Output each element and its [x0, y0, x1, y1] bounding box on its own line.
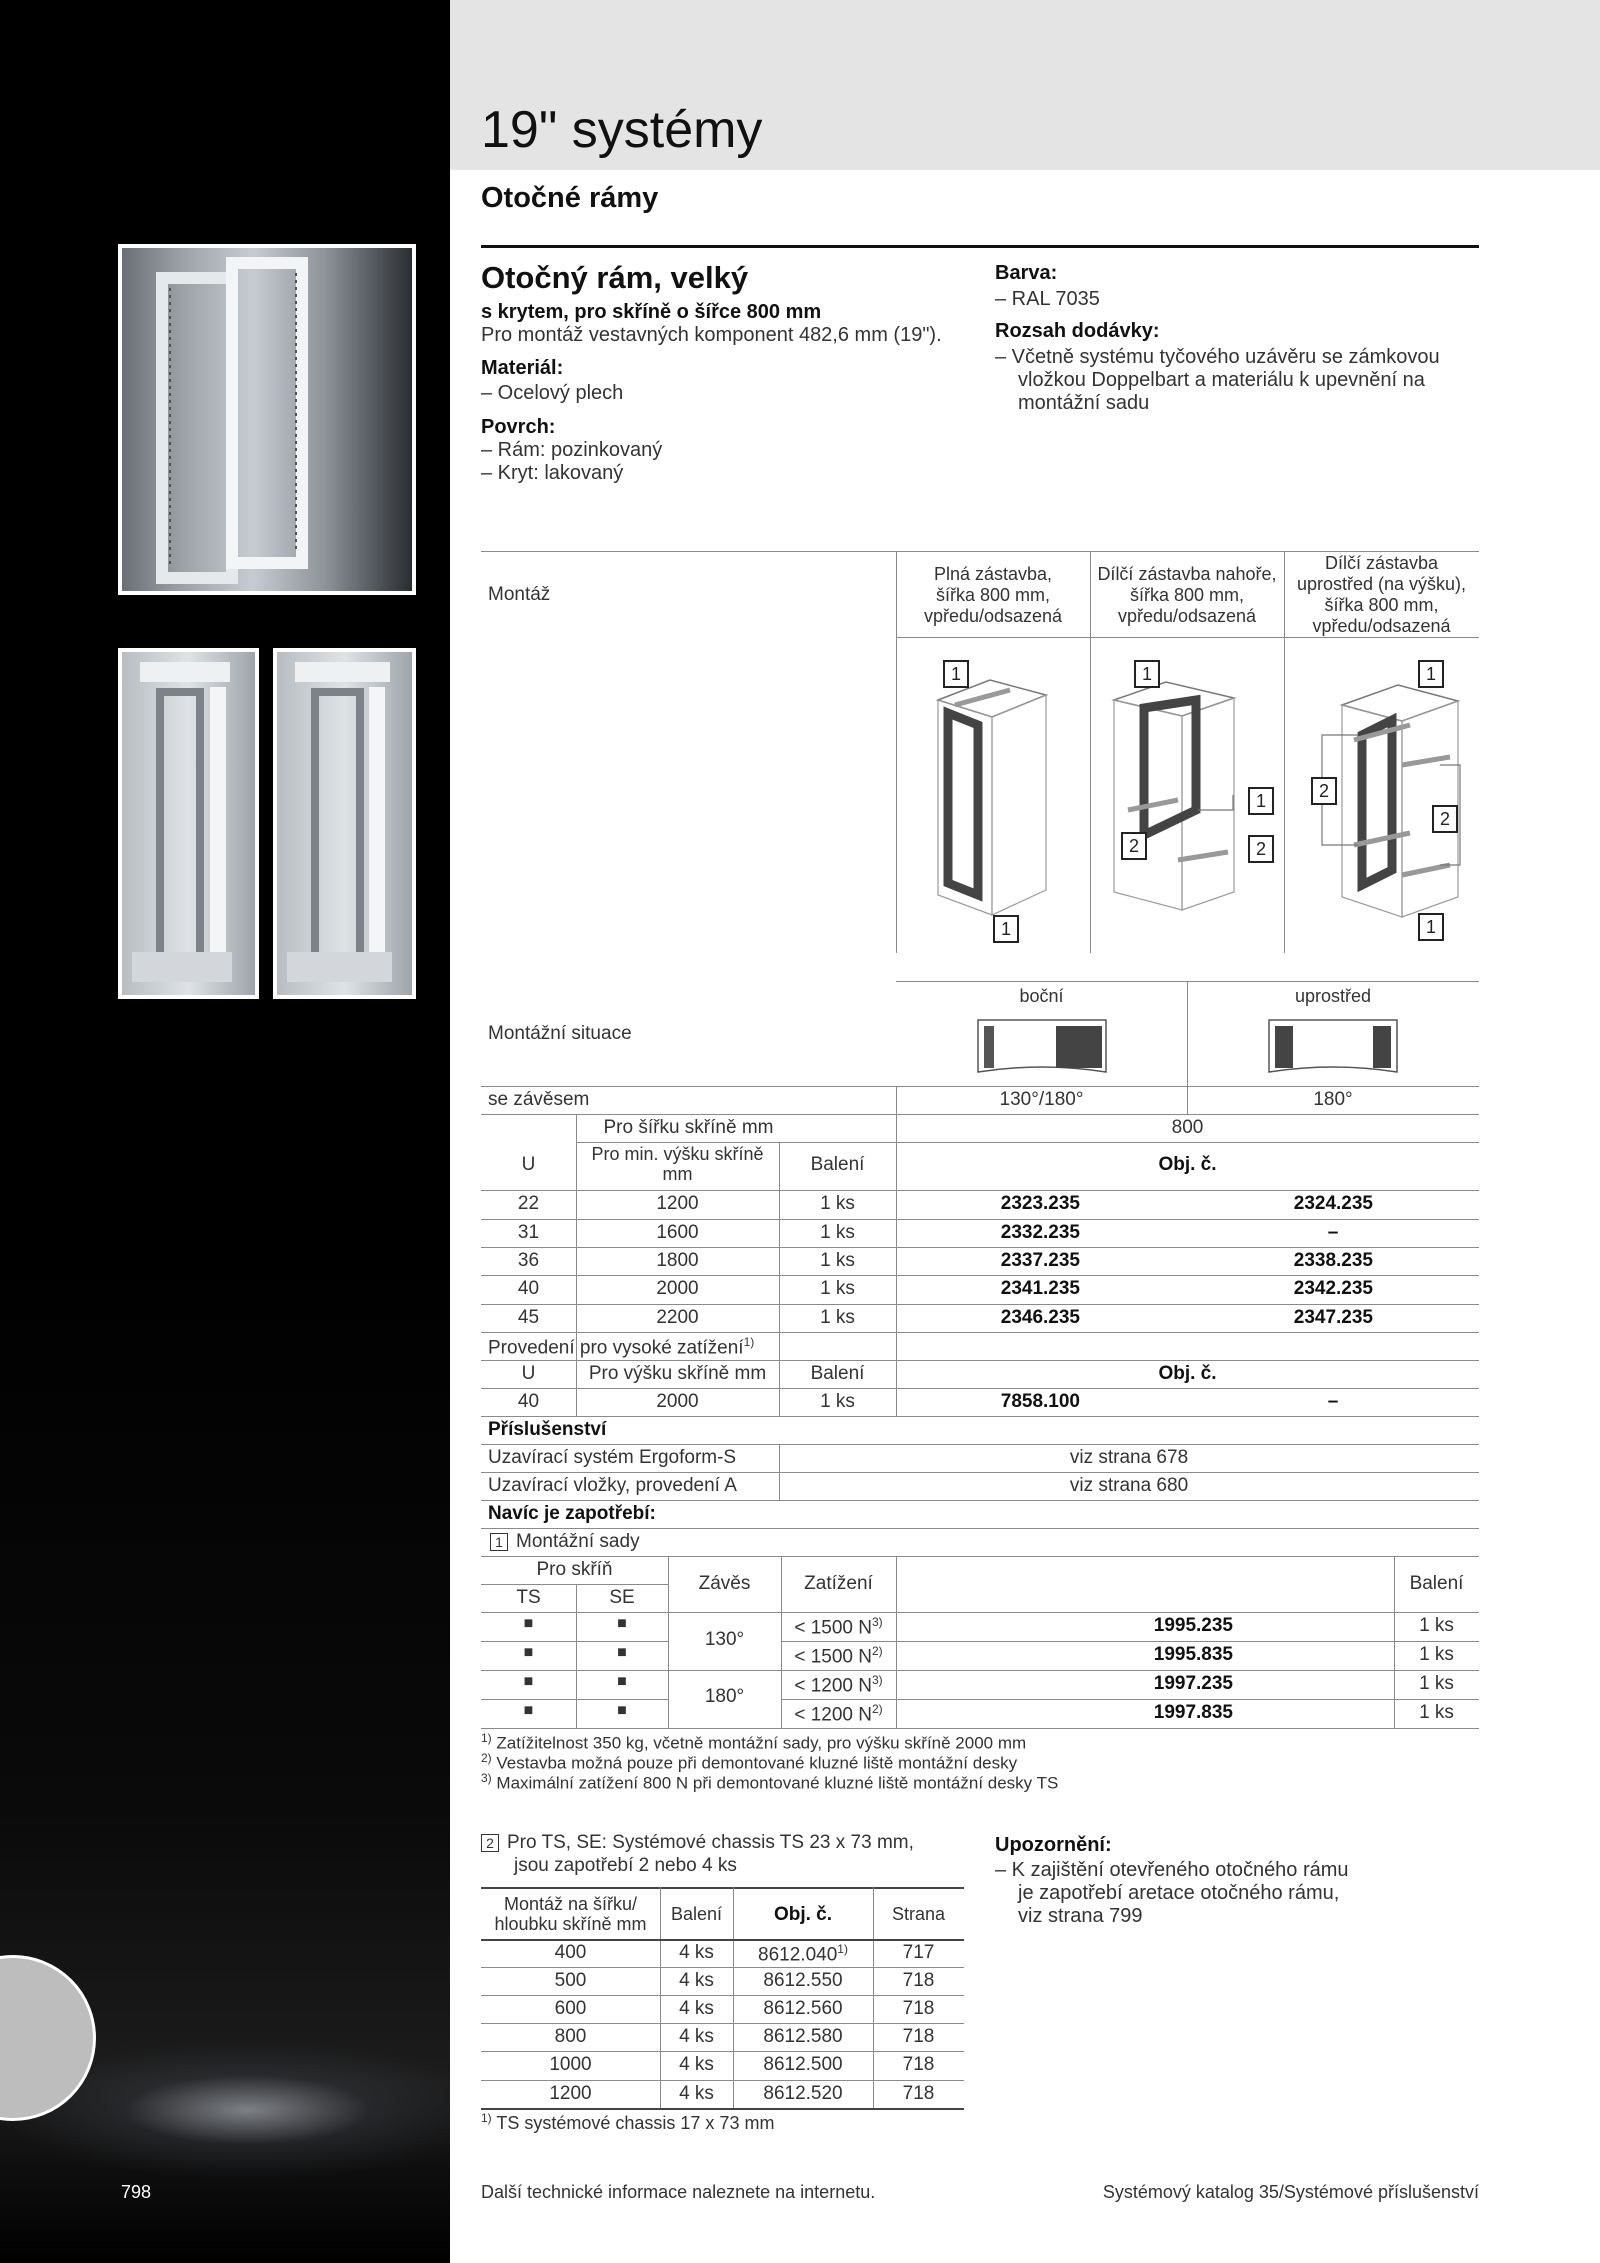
chassis-page[interactable]: 718: [902, 2026, 935, 2047]
diagram-top: [1108, 660, 1268, 920]
material-label: Materiál:: [481, 357, 564, 379]
mount-col-middle-line: uprostřed (na výšku),: [1296, 574, 1467, 594]
table-rule: [481, 1416, 1479, 1417]
table-rule: [481, 1556, 1479, 1557]
table-rule: [781, 1641, 1479, 1642]
label-one: 1: [1418, 660, 1444, 688]
table-rule: [481, 1528, 1479, 1529]
chassis-footnote: [481, 2111, 774, 2134]
row-u: 31: [517, 1222, 540, 1243]
ms-row-load-sup: 2): [871, 1702, 883, 1716]
footnote-sup: 2): [481, 1751, 492, 1765]
col-min-height-line: Pro min. výšku skříně: [591, 1144, 764, 1164]
ms-row-pack: 1 ks: [1419, 1644, 1454, 1665]
chassis-page[interactable]: 717: [902, 1942, 935, 1963]
diagram-full: [920, 655, 1080, 945]
surface-label: Povrch:: [481, 416, 556, 438]
chassis-pack: 4 ks: [679, 2026, 714, 2047]
table-rule: [481, 1995, 964, 1996]
footnote-text: Vestavba možná pouze při demontované kluzné liště montážní desky: [496, 1753, 1018, 1773]
chassis-pack: 4 ks: [679, 2083, 714, 2104]
ms-row-order: 1995.835: [1153, 1644, 1233, 1665]
surface-item: – Kryt: lakovaný: [481, 462, 624, 484]
chassis-col-mount-line: hloubku skříně mm: [494, 1914, 647, 1934]
mount-col-middle-line: Dílčí zástavba: [1324, 553, 1439, 573]
chassis-marker: 2: [481, 1834, 499, 1852]
table-rule: [481, 1939, 964, 1941]
product-photo-frames: [118, 244, 416, 595]
mount-col-top-line: Dílčí zástavba nahoře,: [1097, 564, 1277, 584]
ms-row-load-sup: 2): [871, 1644, 883, 1658]
row-order-side: 2323.235: [1000, 1193, 1080, 1214]
table-rule: [481, 1641, 668, 1642]
label-one: 1: [993, 915, 1019, 943]
chassis-size: 500: [554, 1970, 587, 1991]
product-photo-cabinet-middle: [273, 648, 416, 999]
label-one: 1: [1418, 913, 1444, 941]
table-rule: [481, 1332, 1479, 1333]
chassis-size: 1000: [549, 2054, 592, 2075]
mount-col-full-line: Plná zástavba,: [933, 564, 1053, 584]
ms-row-load: [781, 1673, 896, 1697]
se-bullet: ■: [617, 1673, 627, 1690]
page-title: 19" systémy: [481, 101, 763, 159]
label-two: 2: [1121, 832, 1147, 860]
situation-label: Montážní situace: [488, 1023, 632, 1044]
width-label: Pro šířku skříně mm: [603, 1117, 774, 1138]
supply-line: montážní sadu: [1018, 392, 1150, 414]
product-tagline: s krytem, pro skříně o šířce 800 mm: [481, 301, 822, 323]
table-rule: [481, 1275, 1479, 1276]
product-name: Otočný rám, velký: [481, 260, 749, 295]
row-u: 45: [517, 1307, 540, 1328]
ms-row-load: [781, 1702, 896, 1726]
label-two: 2: [1432, 805, 1458, 833]
row-pack: 1 ks: [820, 1222, 855, 1243]
accessories-label: Příslušenství: [488, 1419, 607, 1440]
chassis-order: 8612.520: [763, 2083, 843, 2104]
chassis-col-pack: Balení: [670, 1904, 723, 1924]
chassis-order: [733, 1942, 873, 1966]
chassis-order-sup: 1): [837, 1942, 848, 1956]
ms-row-load: [781, 1615, 896, 1639]
page-number: 798: [121, 2182, 152, 2202]
table-rule: [481, 1699, 668, 1700]
footer-left: Další technické informace naleznete na internetu.: [481, 2182, 876, 2202]
table-rule: [481, 1190, 1479, 1191]
row-height: 1800: [656, 1250, 699, 1271]
ms-hinge: Závěs: [698, 1573, 751, 1594]
chassis-order: 8612.560: [763, 1998, 843, 2019]
accessory-name: Uzavírací systém Ergoform-S: [488, 1447, 737, 1468]
heavy-col-u: U: [521, 1363, 536, 1384]
ms-se: SE: [609, 1587, 635, 1608]
table-rule: [481, 2051, 964, 2052]
chassis-size: 600: [554, 1998, 587, 2019]
heavy-col-order: Obj. č.: [1158, 1363, 1217, 1384]
row-height: 2200: [656, 1307, 699, 1328]
mount-col-top-line: šířka 800 mm,: [1129, 585, 1245, 605]
row-height: 1200: [656, 1193, 699, 1214]
situation-middle: uprostřed: [1294, 986, 1372, 1006]
se-bullet: ■: [617, 1702, 627, 1719]
ms-row-pack: 1 ks: [1419, 1673, 1454, 1694]
ms-ts: TS: [516, 1587, 541, 1608]
row-height: 2000: [656, 1391, 699, 1412]
row-pack: 1 ks: [820, 1250, 855, 1271]
mount-sets-text: Montážní sady: [516, 1531, 640, 1552]
label-two: 2: [1248, 835, 1274, 863]
table-rule: [481, 1444, 1479, 1445]
mount-col-full-line: šířka 800 mm,: [935, 585, 1051, 605]
row-u: 40: [517, 1391, 540, 1412]
col-min-height: [576, 1144, 779, 1184]
row-u: 36: [517, 1250, 540, 1271]
footer-right: Systémový katalog 35/Systémové příslušenství: [1102, 2182, 1479, 2202]
hinge-side: 130°/180°: [999, 1089, 1084, 1110]
chassis-col-mount-line: Montáž na šířku/: [503, 1894, 638, 1914]
row-order-middle: 2347.235: [1293, 1307, 1373, 1328]
chassis-size: 1200: [549, 2083, 592, 2104]
table-rule: [481, 2023, 964, 2024]
row-pack: 1 ks: [820, 1278, 855, 1299]
row-order-middle: –: [1327, 1222, 1339, 1243]
row-pack: 1 ks: [820, 1391, 855, 1412]
supply-label: Rozsah dodávky:: [995, 320, 1160, 342]
table-rule: [576, 1142, 1479, 1143]
chassis-footnote-text: TS systémové chassis 17 x 73 mm: [496, 2113, 775, 2133]
ms-row-load-text: < 1200 N: [794, 1675, 872, 1697]
ms-row-load-text: < 1500 N: [794, 1617, 872, 1639]
col-min-height-line: mm: [662, 1164, 693, 1184]
row-order-side: 7858.100: [1000, 1391, 1080, 1412]
table-rule: [481, 1472, 1479, 1473]
table-rule: [481, 1612, 1479, 1613]
mount-col-full-line: vpředu/odsazená: [923, 606, 1063, 626]
notice-line: – K zajištění otevřeného otočného rámu: [995, 1859, 1349, 1881]
product-photo-cabinet-side: [118, 648, 259, 999]
footnote-sup: 3): [481, 1771, 492, 1785]
row-order-side: 2341.235: [1000, 1278, 1080, 1299]
mount-col-full: [896, 564, 1090, 627]
ms-for-cabinet: Pro skříň: [536, 1559, 613, 1580]
mount-col-middle: [1284, 553, 1479, 637]
table-rule: [481, 1967, 964, 1968]
label-one: 1: [1248, 787, 1274, 815]
ts-bullet: ■: [523, 1644, 534, 1661]
accessory-ref[interactable]: viz strana 680: [1069, 1475, 1189, 1496]
footnote-sup: 1): [481, 1731, 492, 1745]
ts-bullet: ■: [523, 1702, 534, 1719]
heavy-label-sup: 1): [743, 1335, 755, 1349]
table-rule: [481, 1388, 1479, 1389]
ms-row-load-sup: 3): [871, 1615, 883, 1629]
notice-title: Upozornění:: [995, 1834, 1112, 1856]
width-value: 800: [1171, 1117, 1204, 1138]
chassis-col-page: Strana: [891, 1904, 946, 1924]
row-u: 40: [517, 1278, 540, 1299]
heavy-col-pack: Balení: [810, 1363, 865, 1384]
mount-row-label: Montáž: [488, 584, 551, 605]
chassis-order-text: 8612.040: [758, 1944, 838, 1966]
table-rule: [481, 1728, 1479, 1729]
chassis-intro-text: Pro TS, SE: Systémové chassis TS 23 x 73 mm,: [507, 1832, 914, 1853]
table-rule: [481, 1114, 1479, 1115]
ms-row-order: 1995.235: [1153, 1615, 1233, 1636]
table-divider: [1187, 1086, 1188, 1114]
chassis-order: 8612.580: [763, 2026, 843, 2047]
mount-sets-label: [490, 1531, 640, 1553]
chassis-page[interactable]: 718: [902, 1998, 935, 2019]
ms-hinge-180: 180°: [704, 1686, 745, 1707]
also-needed-label: Navíc je zapotřebí:: [488, 1503, 656, 1524]
ts-bullet: ■: [523, 1615, 534, 1632]
chassis-size: 400: [554, 1942, 587, 1963]
row-order-middle: 2338.235: [1293, 1250, 1373, 1271]
chassis-page[interactable]: 718: [902, 2083, 935, 2104]
accessory-name: Uzavírací vložky, provedení A: [488, 1475, 737, 1496]
chassis-col-order: Obj. č.: [773, 1904, 833, 1925]
chassis-pack: 4 ks: [679, 1998, 714, 2019]
chassis-order: 8612.500: [763, 2054, 843, 2075]
se-bullet: ■: [617, 1644, 627, 1661]
situation-side: boční: [1019, 986, 1064, 1006]
label-one: 1: [1134, 660, 1160, 688]
col-u: U: [521, 1154, 536, 1175]
table-rule: [481, 1086, 1479, 1087]
ms-row-load-sup: 3): [871, 1673, 883, 1687]
supply-line: – Včetně systému tyčového uzávěru se zámkovou: [995, 346, 1440, 368]
ms-row-order: 1997.235: [1153, 1673, 1233, 1694]
hinge-middle: 180°: [1313, 1089, 1353, 1110]
surface-item: – Rám: pozinkovaný: [481, 439, 663, 461]
table-rule: [481, 2108, 964, 2110]
ms-load: Zatížení: [804, 1573, 873, 1594]
label-two: 2: [1311, 777, 1337, 805]
ms-row-pack: 1 ks: [1419, 1615, 1454, 1636]
row-order-side: 2346.235: [1000, 1307, 1080, 1328]
ms-row-load-text: < 1500 N: [794, 1646, 872, 1668]
table-rule: [481, 1304, 1479, 1305]
chassis-pack: 4 ks: [679, 1970, 714, 1991]
chassis-page[interactable]: 718: [902, 1970, 935, 1991]
chassis-page[interactable]: 718: [902, 2054, 935, 2075]
se-bullet: ■: [617, 1615, 627, 1632]
heavy-label: [488, 1335, 754, 1359]
table-rule: [481, 2080, 964, 2081]
chassis-footnote-sup: 1): [481, 2111, 492, 2125]
chassis-pack: 4 ks: [679, 2054, 714, 2075]
row-order-side: 2337.235: [1000, 1250, 1080, 1271]
row-order-middle: 2342.235: [1293, 1278, 1373, 1299]
footnote: [481, 1771, 1058, 1794]
table-rule: [481, 1584, 668, 1585]
footnote-text: Maximální zatížení 800 N při demontované kluzné liště montážní desky TS: [496, 1773, 1059, 1793]
supply-line: vložkou Doppelbart a materiálu k upevnění na: [1018, 369, 1425, 391]
hinge-label: se závěsem: [488, 1089, 590, 1110]
row-pack: 1 ks: [820, 1193, 855, 1214]
chassis-pack: 4 ks: [679, 1942, 714, 1963]
color-item: – RAL 7035: [995, 288, 1100, 310]
table-rule: [781, 1699, 1479, 1700]
ms-pack: Balení: [1409, 1573, 1464, 1594]
ms-row-load: [781, 1644, 896, 1668]
table-rule: [481, 1887, 964, 1889]
page-subtitle: Otočné rámy: [481, 182, 659, 214]
header-rule: [481, 245, 1479, 248]
ms-row-pack: 1 ks: [1419, 1702, 1454, 1723]
mount-col-top-line: vpředu/odsazená: [1117, 606, 1257, 626]
heavy-label-text: Provedení pro vysoké zatížení: [488, 1337, 744, 1359]
chassis-intro-line: jsou zapotřebí 2 nebo 4 ks: [514, 1855, 737, 1876]
label-one: 1: [943, 660, 969, 688]
situation-side-icon: [976, 1018, 1108, 1076]
color-label: Barva:: [995, 262, 1058, 284]
mount-col-middle-line: šířka 800 mm,: [1324, 595, 1439, 615]
table-rule: [481, 1247, 1479, 1248]
chassis-order: 8612.550: [763, 1970, 843, 1991]
chassis-intro: [481, 1832, 914, 1854]
row-height: 2000: [656, 1278, 699, 1299]
ms-row-load-text: < 1200 N: [794, 1704, 872, 1726]
ts-bullet: ■: [523, 1673, 534, 1690]
notice-line[interactable]: viz strana 799: [1018, 1905, 1143, 1927]
row-height: 1600: [656, 1222, 699, 1243]
heavy-col-height: Pro výšku skříně mm: [588, 1363, 767, 1384]
accessory-ref[interactable]: viz strana 678: [1069, 1447, 1189, 1468]
row-order-side: 2332.235: [1000, 1222, 1080, 1243]
situation-middle-icon: [1267, 1018, 1399, 1076]
row-order-middle: 2324.235: [1293, 1193, 1373, 1214]
product-mount-note: Pro montáž vestavných komponent 482,6 mm (19").: [481, 324, 942, 346]
mount-col-top: [1090, 564, 1284, 627]
table-rule: [481, 1360, 1479, 1361]
table-rule: [481, 1219, 1479, 1220]
mount-col-middle-line: vpředu/odsazená: [1312, 616, 1451, 636]
table-rule: [896, 637, 1479, 638]
chassis-size: 800: [554, 2026, 587, 2047]
chassis-col-mount: [481, 1894, 660, 1934]
ms-row-order: 1997.835: [1153, 1702, 1233, 1723]
col-pack: Balení: [810, 1154, 865, 1175]
ms-hinge-130: 130°: [704, 1629, 745, 1650]
row-u: 22: [517, 1193, 540, 1214]
footnote-text: Zatížitelnost 350 kg, včetně montážní sady, pro výšku skříně 2000 mm: [496, 1733, 1027, 1753]
col-order: Obj. č.: [1158, 1154, 1217, 1175]
table-rule: [481, 1670, 1479, 1671]
row-pack: 1 ks: [820, 1307, 855, 1328]
row-order-middle: –: [1327, 1391, 1339, 1412]
mount-sets-marker: 1: [490, 1533, 508, 1551]
material-item: – Ocelový plech: [481, 382, 624, 404]
table-rule: [481, 551, 1479, 552]
notice-line: je zapotřebí aretace otočného rámu,: [1018, 1882, 1340, 1904]
table-rule: [481, 1500, 1479, 1501]
